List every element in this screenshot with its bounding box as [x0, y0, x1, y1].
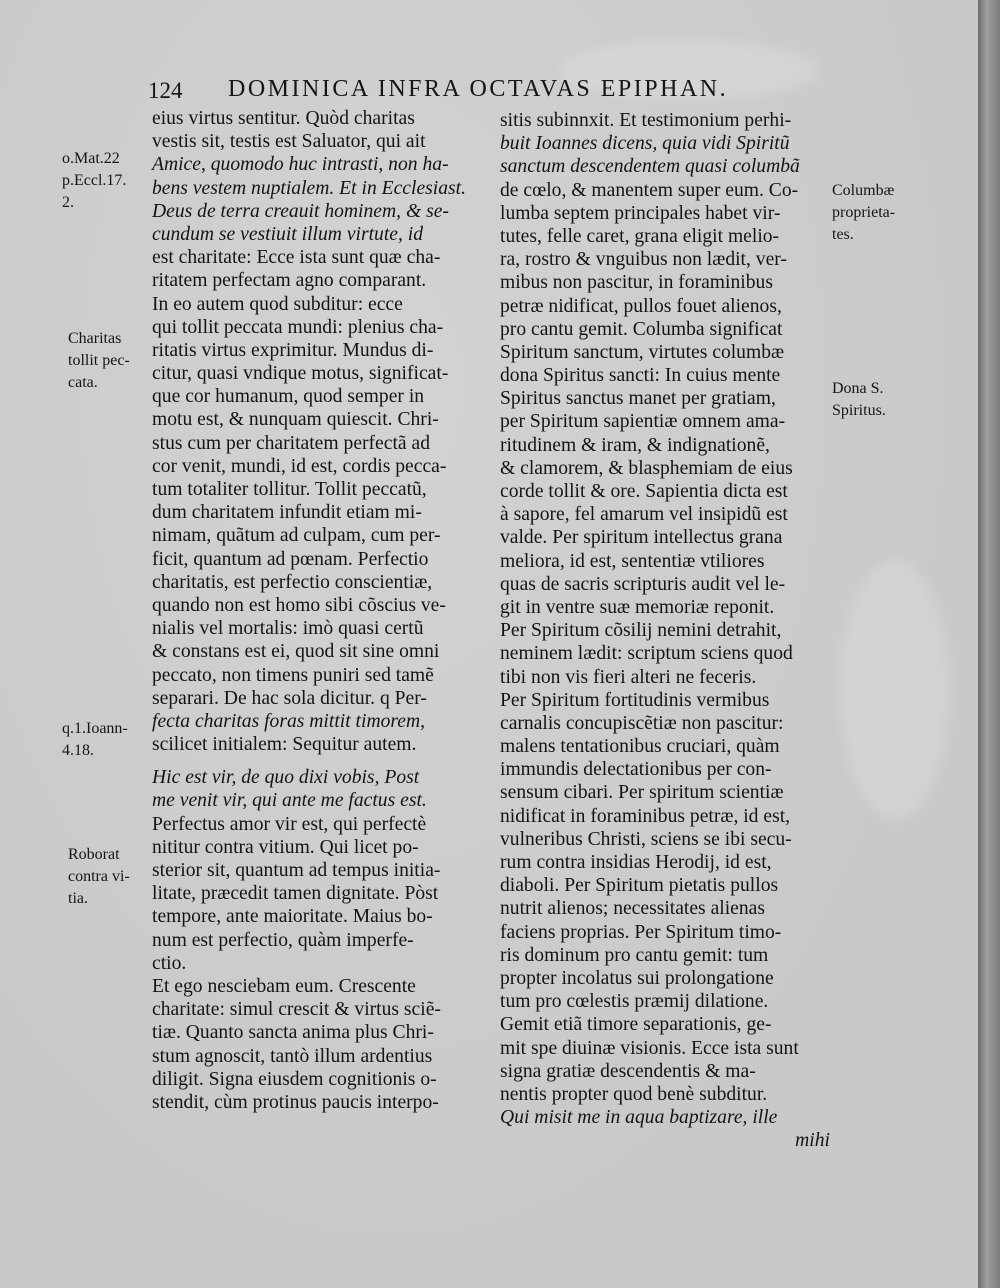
text-line: vulneribus Christi, sciens se ibi secu- — [500, 828, 792, 850]
text-line: tutes, felle caret, grana eligit melio- — [500, 225, 780, 247]
text-line: faciens proprias. Per Spiritum timo- — [500, 921, 782, 943]
margin-note-left — [62, 148, 126, 214]
text-line: mihi — [795, 1130, 830, 1152]
text-line: nialis vel mortalis: imò quasi certũ — [152, 618, 424, 640]
text-line: valde. Per spiritum intellectus grana — [500, 527, 783, 549]
text-line: malens tentationibus cruciari, quàm — [500, 736, 780, 758]
text-line: motu est, & nunquam quiescit. Chri- — [152, 409, 439, 431]
text-line: peccato, non timens puniri sed tamẽ — [152, 664, 434, 686]
text-line: nutrit alienos; necessitates alienas — [500, 898, 765, 920]
text-line: neminem lædit: scriptum sciens quod — [500, 643, 793, 665]
text-line: mibus non pascitur, in foraminibus — [500, 272, 773, 294]
text-line: nimam, quãtum ad culpam, cum per- — [152, 525, 441, 547]
text-line: diaboli. Per Spiritum pietatis pullos — [500, 875, 779, 897]
binding-gutter — [978, 0, 1000, 1288]
text-line: Spiritus sanctus manet per gratiam, — [500, 388, 776, 410]
text-line: meliora, id est, sententiæ vtiliores — [500, 550, 765, 572]
text-line: ris dominum pro cantu gemit: tum — [500, 944, 769, 966]
text-line: eius virtus sentitur. Quòd charitas — [152, 108, 415, 129]
text-line: est charitate: Ecce ista sunt quæ cha- — [152, 247, 441, 269]
margin-note-line: Charitas — [68, 330, 122, 347]
text-line: cor venit, mundi, id est, cordis pecca- — [152, 455, 447, 477]
text-line: mit spe diuinæ visionis. Ecce ista sunt — [500, 1037, 799, 1059]
text-line: quando non est homo sibi cõscius ve- — [152, 594, 446, 616]
text-line: git in ventre suæ memoriæ reponit. — [500, 596, 775, 618]
text-line: Perfectus amor vir est, qui perfectè — [152, 813, 427, 835]
page-number: 124 — [148, 78, 183, 103]
left-text-column — [152, 107, 487, 1114]
margin-note-line: p.Eccl.17. — [62, 172, 127, 189]
margin-note-line: tes. — [832, 226, 854, 243]
text-line: Hic est vir, de quo dixi vobis, Post — [152, 767, 420, 789]
text-line: pro cantu gemit. Columba significat — [500, 318, 783, 340]
text-line: dona Spiritus sancti: In cuius mente — [500, 365, 781, 387]
text-line: signa gratiæ descendentis & ma- — [500, 1060, 756, 1082]
margin-note-line: contra vi- — [68, 868, 130, 885]
text-line: scilicet initialem: Sequitur autem. — [152, 734, 417, 756]
margin-note-line: proprieta- — [832, 204, 896, 221]
text-line: lumba septem principales habet vir- — [500, 202, 781, 224]
paragraph-gap — [152, 756, 487, 766]
text-line: ritatis virtus exprimitur. Mundus di- — [152, 339, 434, 361]
text-line: sanctum descendentem quasi columbã — [500, 156, 800, 178]
running-head: DOMINICA INFRA OCTAVAS EPIPHAN. — [228, 76, 729, 102]
margin-note-left — [62, 718, 128, 762]
text-line: fecta charitas foras mittit timorem, — [152, 710, 426, 732]
text-line: sitis subinnxit. Et testimonium perhi- — [500, 110, 792, 131]
margin-note-line: Spiritus. — [832, 402, 886, 419]
text-line: ficit, quantum ad pœnam. Perfectio — [152, 548, 429, 570]
text-line: vestis sit, testis est Saluator, qui ait — [152, 131, 426, 153]
text-line: propter incolatus sui prolongatione — [500, 967, 774, 989]
text-line: petræ nidificat, pullos fouet alienos, — [500, 295, 782, 317]
text-line: à sapore, fel amarum vel insipidũ est — [500, 504, 788, 526]
text-line: tibi non vis fieri alteri ne feceris. — [500, 666, 757, 688]
text-line: litate, præcedit tamen dignitate. Pòst — [152, 883, 439, 905]
text-line: de cœlo, & manentem super eum. Co- — [500, 179, 799, 201]
text-line: tum totaliter tollitur. Tollit peccatũ, — [152, 479, 427, 500]
text-line: immundis delectationibus per con- — [500, 759, 772, 781]
text-line: separari. De hac sola dicitur. q Per- — [152, 687, 427, 709]
text-line: diligit. Signa eiusdem cognitionis o- — [152, 1068, 437, 1090]
text-line: Per Spiritum cõsilij nemini detrahit, — [500, 620, 782, 642]
margin-note-line: q.1.Ioann- — [62, 720, 128, 737]
text-line: charitate: simul crescit & virtus sciẽ- — [152, 999, 441, 1021]
text-line: sterior sit, quantum ad tempus initia- — [152, 860, 441, 881]
text-line: In eo autem quod subditur: ecce — [152, 293, 403, 315]
text-line: ctio. — [152, 952, 187, 974]
text-line: carnalis concupiscẽtiæ non pascitur: — [500, 712, 784, 734]
margin-note-left — [68, 844, 130, 910]
text-line: ritatem perfectam agno comparant. — [152, 270, 427, 292]
margin-note-line: tia. — [68, 890, 88, 907]
text-line: per Spiritum sapientiæ omnem ama- — [500, 411, 786, 433]
text-line: dum charitatem infundit etiam mi- — [152, 502, 422, 524]
text-line: citur, quasi vndique motus, significat- — [152, 363, 449, 385]
text-line: sensum cibari. Per spiritum scientiæ — [500, 782, 784, 804]
margin-note-right — [832, 378, 886, 422]
text-line: corde tollit & ore. Sapientia dicta est — [500, 481, 788, 502]
text-line: Amice, quomodo huc intrasti, non ha- — [152, 154, 449, 176]
text-line: stus cum per charitatem perfectã ad — [152, 432, 430, 454]
text-line: num est perfectio, quàm imperfe- — [152, 929, 414, 951]
text-line: qui tollit peccata mundi: plenius cha- — [152, 316, 444, 338]
text-line: rum contra insidias Herodij, id est, — [500, 852, 772, 873]
text-line: Deus de terra creauit hominem, & se- — [152, 200, 449, 222]
text-line: stum agnoscit, tantò illum ardentius — [152, 1045, 433, 1067]
paper-stain — [840, 560, 950, 820]
margin-note-line: cata. — [68, 374, 98, 391]
text-line: nentis propter quod benè subditur. — [500, 1083, 768, 1105]
text-line: stendit, cùm protinus paucis interpo- — [152, 1091, 439, 1113]
text-line: nidificat in foraminibus petræ, id est, — [500, 805, 791, 827]
text-line: Et ego nesciebam eum. Crescente — [152, 975, 416, 997]
margin-note-right — [832, 180, 895, 246]
text-line: Per Spiritum fortitudinis vermibus — [500, 689, 770, 711]
right-text-column — [500, 109, 830, 1152]
text-line: charitatis, est perfectio conscientiæ, — [152, 571, 433, 593]
text-line: Spiritum sanctum, virtutes columbæ — [500, 341, 785, 363]
margin-note-line: tollit pec- — [68, 352, 130, 369]
text-line: que cor humanum, quod semper in — [152, 386, 425, 408]
text-line: tempore, ante maioritate. Maius bo- — [152, 906, 433, 928]
text-line: bens vestem nuptialem. Et in Ecclesiast. — [152, 177, 466, 199]
text-line: Gemit etiã timore separationis, ge- — [500, 1014, 772, 1036]
margin-note-line: Dona S. — [832, 380, 884, 397]
margin-note-line: Roborat — [68, 846, 120, 863]
margin-note-line: 4.18. — [62, 742, 94, 759]
text-line: & constans est ei, quod sit sine omni — [152, 641, 440, 663]
text-line: cundum se vestiuit illum virtute, id — [152, 223, 424, 245]
text-line: ra, rostro & vnguibus non lædit, ver- — [500, 249, 787, 271]
text-line: nititur contra vitium. Qui licet po- — [152, 836, 419, 858]
text-line: tiæ. Quanto sancta anima plus Chri- — [152, 1022, 434, 1044]
text-line: ritudinem & iram, & indignationẽ, — [500, 434, 770, 456]
margin-note-line: o.Mat.22 — [62, 150, 120, 167]
margin-note-line: 2. — [62, 194, 74, 211]
margin-note-left — [68, 328, 130, 394]
text-line: quas de sacris scripturis audit vel le- — [500, 573, 786, 595]
text-line: Qui misit me in aqua baptizare, ille — [500, 1107, 778, 1129]
text-line: & clamorem, & blasphemiam de eius — [500, 457, 793, 479]
text-line: buit Ioannes dicens, quia vidi Spiritũ — [500, 133, 790, 155]
text-line: tum pro cœlestis præmij dilatione. — [500, 991, 769, 1013]
text-line: me venit vir, qui ante me factus est. — [152, 790, 427, 812]
margin-note-line: Columbæ — [832, 182, 895, 199]
